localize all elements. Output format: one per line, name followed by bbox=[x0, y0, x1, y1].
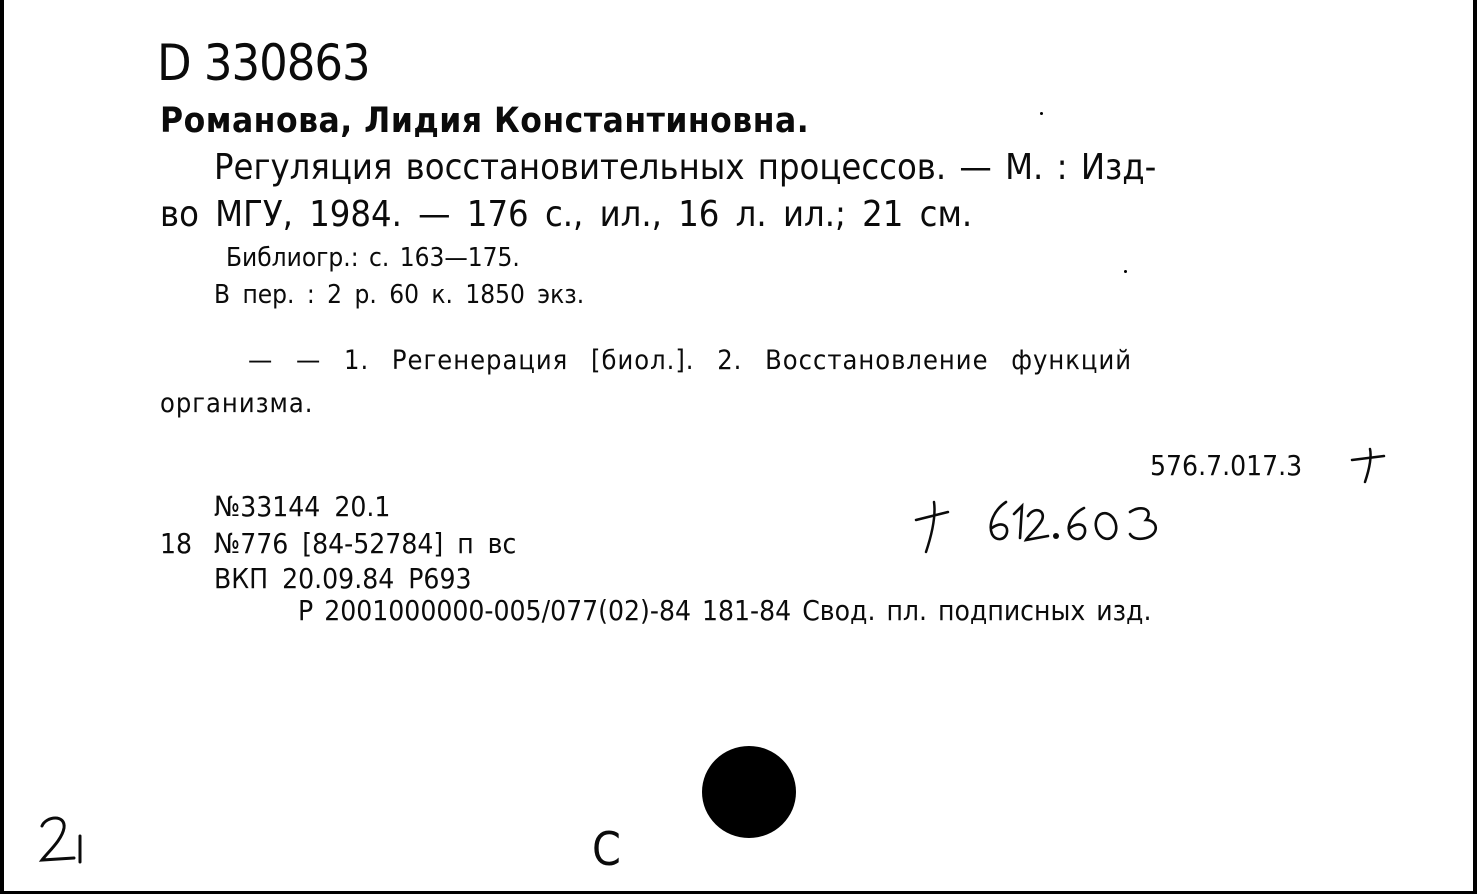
code-line-3: ВКП 20.09.84 Р693 bbox=[214, 562, 472, 595]
price-note: В пер. : 2 р. 60 к. 1850 экз. bbox=[214, 280, 585, 310]
title-line-1: Регуляция восстановительных процессов. — М. : Изд- bbox=[214, 147, 1157, 188]
footer-line: Р 2001000000-005/077(02)-84 181-84 Свод. пл. подписных изд. bbox=[298, 594, 1152, 627]
ink-speck bbox=[1124, 270, 1127, 273]
subject-headings-line-2: организма. bbox=[160, 388, 314, 419]
title-line-2: во МГУ, 1984. — 176 с., ил., 16 л. ил.; 21 см. bbox=[160, 194, 973, 235]
punch-hole bbox=[702, 746, 796, 838]
code-line-2: №776 [84-52784] п вс bbox=[214, 527, 517, 560]
code-line-2-number: 18 bbox=[160, 527, 193, 560]
bottom-letter: С bbox=[592, 822, 621, 876]
bibliography-note: Библиогр.: с. 163—175. bbox=[226, 243, 520, 273]
subject-headings-line-1: — — 1. Регенерация [биол.]. 2. Восстановление функций bbox=[248, 345, 1133, 376]
handwritten-udc-annotation bbox=[910, 494, 1210, 556]
author-heading: Романова, Лидия Константиновна. bbox=[160, 101, 810, 141]
handwritten-cross-icon bbox=[1348, 444, 1390, 486]
handwritten-mark-icon bbox=[36, 812, 96, 868]
catalog-number: D 330863 bbox=[157, 34, 370, 92]
udc-code: 576.7.017.3 bbox=[1150, 449, 1303, 482]
code-line-1: №33144 20.1 bbox=[214, 490, 391, 523]
ink-speck bbox=[1040, 112, 1043, 115]
